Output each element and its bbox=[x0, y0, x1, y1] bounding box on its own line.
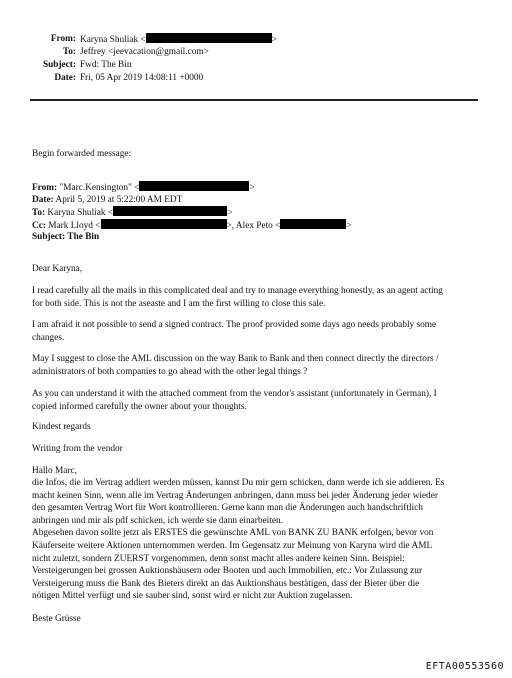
fwd-from-value: "Marc.Kensington" < bbox=[59, 183, 140, 193]
fwd-to-row bbox=[32, 206, 232, 219]
fwd-subject-row bbox=[32, 231, 99, 243]
paragraph-4 bbox=[32, 388, 480, 413]
paragraph-line: anbringen und mir als pdf schicken, ich werde sie dann einarbeiten. bbox=[32, 515, 283, 526]
header-from-label: From: bbox=[50, 34, 76, 44]
paragraph-line: changes. bbox=[32, 332, 65, 343]
paragraph-line: die Infos, die im Vertrag addiert werden müssen, kannst Du mir gern schicken, dann werde ich sie addieren. Es bbox=[32, 478, 445, 488]
fwd-to-tail: > bbox=[227, 208, 233, 218]
fwd-from-row bbox=[32, 181, 255, 194]
fwd-subject-label: Subject: bbox=[32, 232, 66, 242]
german-greeting: Hallo Marc, bbox=[32, 466, 77, 476]
fwd-cc-mid: >, Alex Peto < bbox=[226, 220, 281, 231]
fwd-from-label: From: bbox=[32, 183, 58, 193]
document-id: EFTA00553560 bbox=[425, 661, 504, 672]
german-paragraph bbox=[32, 477, 480, 603]
greeting: Dear Karyna, bbox=[32, 264, 83, 274]
header-date-label: Date: bbox=[54, 73, 76, 83]
paragraph-line: Abgesehen davon sollte jetzt als ERSTES die gewünschte AML von BANK ZU BANK erfolgen, bevor von bbox=[32, 528, 434, 539]
paragraph-line: copied informed carefully the owner about your thoughts. bbox=[32, 401, 247, 412]
regards: Kindest regards bbox=[32, 422, 91, 432]
fwd-subject-value: The Bin bbox=[67, 232, 100, 242]
paragraph-line: I am afraid it not possible to send a signed contract. The proof provided some days ago needs probably some bbox=[32, 320, 437, 330]
header-from-value: Karyna Shuliak < bbox=[80, 35, 146, 45]
redaction-bar bbox=[101, 219, 227, 229]
header-from-tail: > bbox=[271, 35, 277, 45]
header-divider bbox=[30, 99, 478, 101]
fwd-date-label: Date: bbox=[32, 194, 54, 205]
fwd-cc-label: Cc: bbox=[32, 220, 46, 231]
header-to-label: To: bbox=[62, 47, 76, 57]
paragraph-line: for both side. This is not the aseaste and I am the first willing to close this sale. bbox=[32, 298, 326, 309]
paragraph-line: Versteigerungen bei grossen Auktionshäusern oder Booten und auch Immobilien, etc.: Vor Zulassung zur bbox=[32, 566, 423, 577]
writing-from-vendor: Writing from the vendor bbox=[32, 444, 123, 454]
fwd-cc-row bbox=[32, 219, 352, 232]
header-to-value: Jeffrey <jeevacation@gmail.com> bbox=[80, 47, 209, 57]
paragraph-line: nicht zuletzt, sondern ZUERST vorgenommen, denn sonst macht alles andere keinen Sinn. Beispiel: bbox=[32, 553, 405, 564]
fwd-cc-tail: > bbox=[346, 220, 352, 231]
paragraph-1 bbox=[32, 285, 480, 310]
fwd-to-label: To: bbox=[32, 208, 46, 218]
paragraph-line: macht keinen Sinn, wenn alle im Vertrag Änderungen anbringen, dann muss bei jeder Änderung jeder wieder bbox=[32, 490, 438, 501]
fwd-date-row bbox=[32, 194, 182, 206]
fwd-to-value: Karyna Shuliak < bbox=[47, 208, 114, 218]
header-date-value: Fri, 05 Apr 2019 14:08:11 +0000 bbox=[80, 73, 204, 83]
fwd-date-value: April 5, 2019 at 5:22:00 AM EDT bbox=[55, 194, 183, 205]
paragraph-line: den gesamten Vertrag Wort für Wort kontrollieren. Gerne kann man die Änderungen auch handschriftlich bbox=[32, 503, 423, 514]
closing: Beste Grüsse bbox=[32, 614, 81, 624]
paragraph-line: As you can understand it with the attached comment from the vendor's assistant (unfortunately in German), I bbox=[32, 389, 437, 399]
fwd-from-tail: > bbox=[249, 183, 255, 193]
redaction-bar bbox=[113, 206, 227, 216]
paragraph-line: administrators of both companies to go ahead with the other legal things ? bbox=[32, 366, 308, 377]
paragraph-2 bbox=[32, 319, 480, 344]
redaction-bar bbox=[280, 219, 346, 229]
forward-intro: Begin forwarded message: bbox=[32, 149, 132, 159]
paragraph-line: May I suggest to close the AML discussion on the way Bank to Bank and then connect directly the directors / bbox=[32, 354, 439, 364]
paragraph-line: Versteigerung muss die Bank des Bieters direkt an das Auktionshaus bestätigen, dass der Bieter über die bbox=[32, 578, 420, 589]
header-subject-label: Subject: bbox=[42, 60, 76, 70]
fwd-cc-value: Mark Lloyd < bbox=[48, 220, 101, 231]
redaction-bar bbox=[146, 33, 272, 43]
paragraph-line: I read carefully all the mails in this complicated deal and try to manage everything honestly, as an agent acting bbox=[32, 286, 443, 296]
paragraph-line: nötigen Mittel verfügt und sie sauber sind, sonst wird er nicht zur Auktion zugelassen. bbox=[32, 591, 353, 602]
redaction-bar bbox=[139, 181, 249, 191]
paragraph-3 bbox=[32, 353, 480, 378]
header-subject-value: Fwd: The Bin bbox=[80, 60, 132, 70]
paragraph-line: Käuferseite weitere Aktionen unternommen werden. Im Gegensatz zur Meinung von Karyna wird die AML bbox=[32, 540, 433, 551]
